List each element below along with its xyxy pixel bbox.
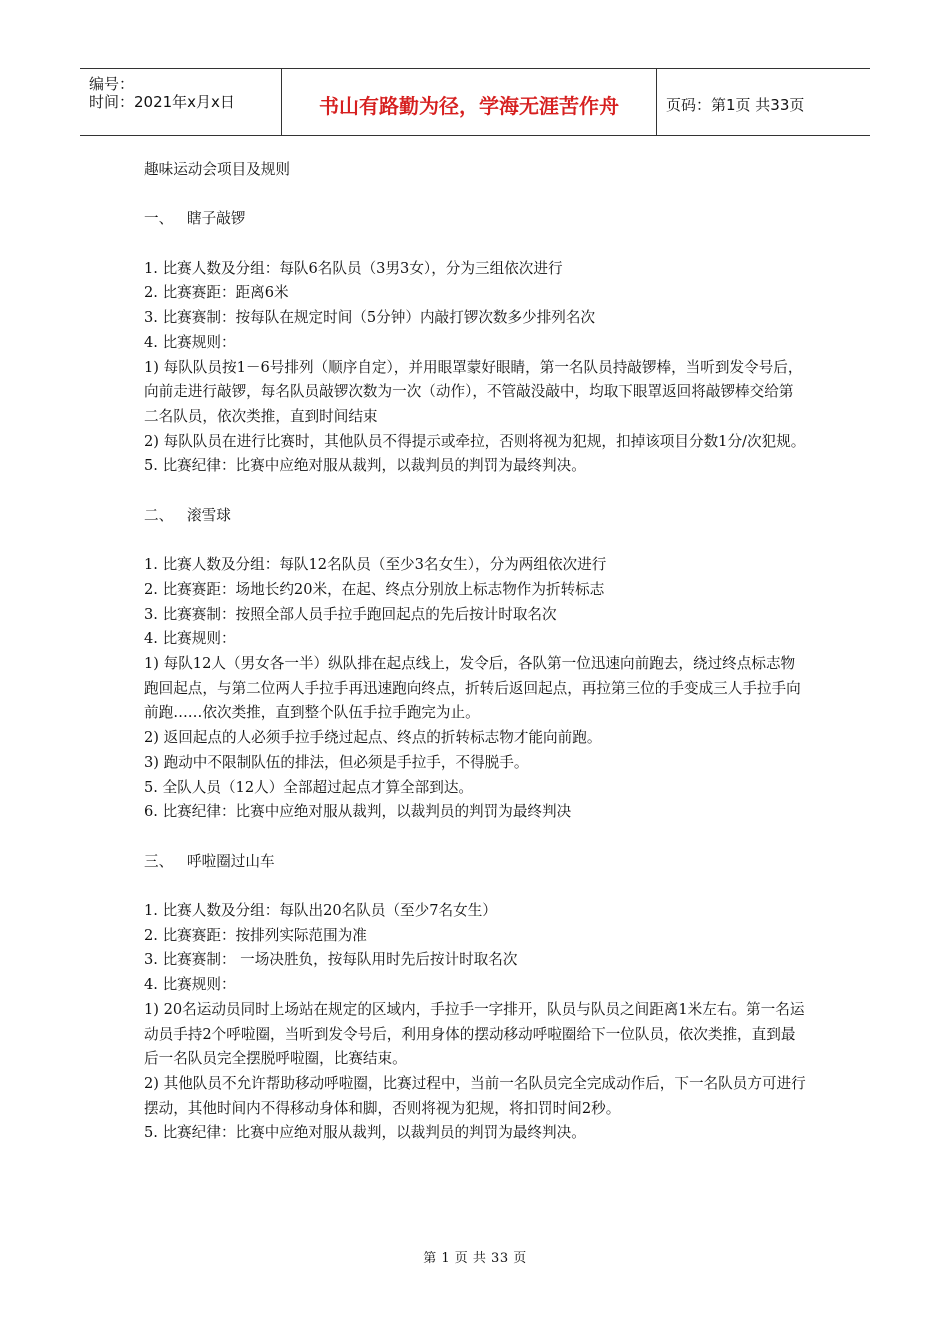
rule-line: 3. 比赛赛制：按每队在规定时间（5分钟）内敲打锣次数多少排列名次 <box>144 309 596 327</box>
rule-line: 2) 每队队员在进行比赛时，其他队员不得提示或牵拉，否则将视为犯规，扣掉该项目分数1分/次犯规。 <box>144 432 806 450</box>
rule-line: 1. 比赛人数及分组：每队出20名队员（至少7名女生） <box>144 902 497 919</box>
rule-line: 5. 比赛纪律：比赛中应绝对服从裁判，以裁判员的判罚为最终判决。 <box>144 1124 586 1142</box>
header-left-cell <box>80 69 282 135</box>
rule-line: 4. 比赛规则： <box>144 630 236 648</box>
section-name: 滚雪球 <box>187 506 231 524</box>
document-body <box>144 158 808 1146</box>
rule-line: 1) 20名运动员同时上场站在规定的区域内，手拉手一字排开，队员与队员之间距离1米左右。第一名运动员手持2个呼啦圈，当听到发令号后，利用身体的摆动移动呼啦圈给下一位队员，依次类推，直到最后一名队员完全摆脱呼啦圈，比赛结束。 <box>144 1000 805 1068</box>
rule-line: 3. 比赛赛制：按照全部人员手拉手跑回起点的先后按计时取名次 <box>144 605 557 623</box>
section-name: 瞎子敲锣 <box>187 210 246 228</box>
rule-line: 1) 每队队员按1－6号排列（顺序自定），并用眼罩蒙好眼睛，第一名队员持敲锣棒，当听到发令号后，向前走进行敲锣，每名队员敲锣次数为一次（动作），不管敲没敲中，均取下眼罩返回将敲锣棒交给第二名队员，依次类推，直到时间结束 <box>144 358 803 425</box>
rule-line: 2. 比赛赛距：场地长约20米，在起、终点分别放上标志物作为折转标志 <box>144 580 605 598</box>
section-name: 呼啦圈过山车 <box>187 852 275 870</box>
rule-line: 2. 比赛赛距：距离6米 <box>144 284 289 302</box>
rule-line: 2) 返回起点的人必须手拉手绕过起点、终点的折转标志物才能向前跑。 <box>144 729 602 747</box>
section-number: 二、 <box>144 506 174 524</box>
rule-line: 4. 比赛规则： <box>144 333 236 351</box>
rule-line: 1. 比赛人数及分组：每队6名队员（3男3女），分为三组依次进行 <box>144 259 563 277</box>
rule-line: 3) 跑动中不限制队伍的排法，但必须是手拉手，不得脱手。 <box>144 753 529 771</box>
rule-line: 4. 比赛规则： <box>144 976 236 994</box>
rule-line: 1. 比赛人数及分组：每队12名队员（至少3名女生），分为两组依次进行 <box>144 556 607 574</box>
date-label: 时间：2021年x月x日 <box>89 93 235 111</box>
number-label: 编号： <box>89 75 135 93</box>
rule-line: 2) 其他队员不允许帮助移动呼啦圈，比赛过程中，当前一名队员完全完成动作后，下一名队员方可进行摆动，其他时间内不得移动身体和脚，否则将视为犯规，将扣罚时间2秒。 <box>144 1074 806 1117</box>
motto: 书山有路勤为径，学海无涯苦作舟 <box>282 69 657 135</box>
header-table <box>80 68 870 136</box>
section-title <box>144 850 808 875</box>
section-title <box>144 504 808 529</box>
section-number: 一、 <box>144 210 174 228</box>
page-info: 页码：第1页 共33页 <box>666 95 805 114</box>
doc-title: 趣味运动会项目及规则 <box>144 161 290 178</box>
page-footer: 第 1 页 共 33 页 <box>423 1251 527 1266</box>
section-number: 三、 <box>144 852 174 870</box>
rule-line: 6. 比赛纪律：比赛中应绝对服从裁判，以裁判员的判罚为最终判决 <box>144 803 572 821</box>
rule-line: 5. 比赛纪律：比赛中应绝对服从裁判，以裁判员的判罚为最终判决。 <box>144 457 586 475</box>
section-title <box>144 207 808 232</box>
rule-line: 5. 全队人员（12人）全部超过起点才算全部到达。 <box>144 778 474 796</box>
rule-line: 3. 比赛赛制： 一场决胜负，按每队用时先后按计时取名次 <box>144 951 518 969</box>
rule-line: 1) 每队12人（男女各一半）纵队排在起点线上，发令后，各队第一位迅速向前跑去，绕过终点标志物跑回起点，与第二位两人手拉手再迅速跑向终点，折转后返回起点，再拉第三位的手变成三人手拉手向前跑……依次类推，直到整个队伍手拉手跑完为止。 <box>144 655 801 722</box>
rule-line: 2. 比赛赛距：按排列实际范围为准 <box>144 926 367 944</box>
